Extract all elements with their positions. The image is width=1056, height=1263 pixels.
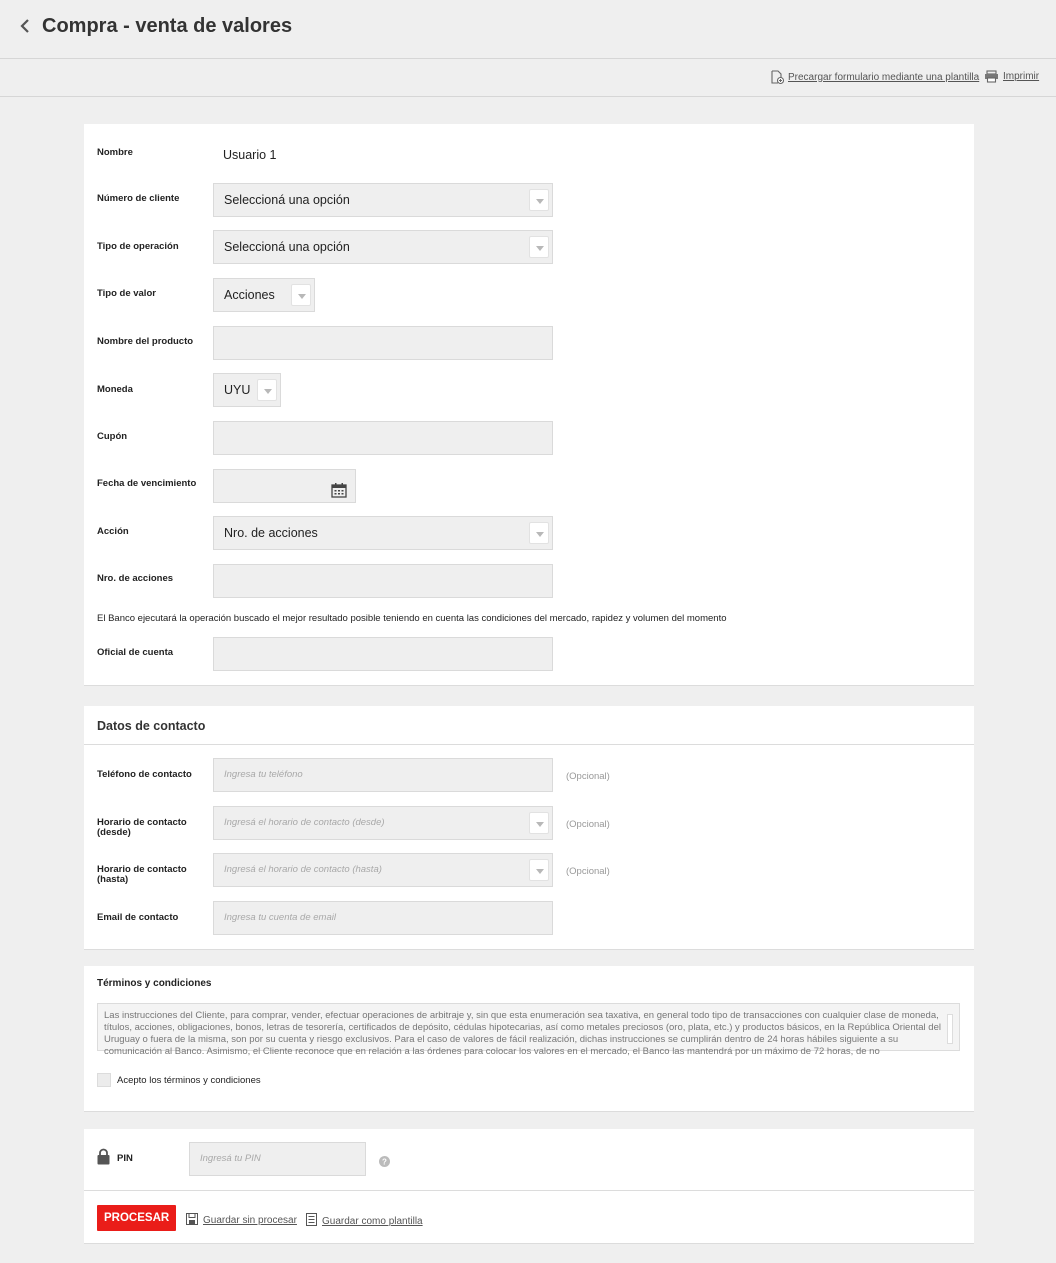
pin-actions-card	[84, 1129, 974, 1244]
divider	[84, 1190, 974, 1191]
chevron-down-icon	[529, 859, 549, 881]
accion-value: Nro. de acciones	[224, 526, 318, 540]
template-document-icon	[306, 1213, 317, 1229]
chevron-down-icon	[529, 812, 549, 834]
document-add-icon	[770, 70, 784, 84]
contact-card	[84, 706, 974, 950]
oficial-cuenta-input[interactable]	[213, 637, 553, 671]
preload-template-label: Precargar formulario mediante una plantilla	[788, 71, 980, 83]
telefono-label: Teléfono de contacto	[97, 769, 192, 780]
moneda-select[interactable]	[213, 373, 281, 407]
horario-hasta-optional: (Opcional)	[566, 866, 610, 877]
horario-desde-label	[97, 818, 187, 838]
back-chevron-icon[interactable]	[18, 14, 36, 38]
pin-label: PIN	[117, 1153, 133, 1164]
fecha-vencimiento-input[interactable]	[213, 469, 356, 503]
numero-cliente-label: Número de cliente	[97, 193, 180, 204]
nombre-value: Usuario 1	[223, 148, 277, 162]
scrollbar-thumb[interactable]	[947, 1014, 953, 1044]
guardar-como-plantilla-link[interactable]	[306, 1213, 423, 1229]
email-input[interactable]: Ingresa tu cuenta de email	[213, 901, 553, 935]
telefono-input[interactable]: Ingresa tu teléfono	[213, 758, 553, 792]
divider	[84, 744, 974, 745]
chevron-down-icon	[529, 522, 549, 544]
numero-cliente-select[interactable]	[213, 183, 553, 217]
lock-icon	[97, 1148, 110, 1170]
horario-desde-optional: (Opcional)	[566, 819, 610, 830]
print-label: Imprimir	[1003, 71, 1040, 82]
terms-text-box[interactable]	[97, 1003, 960, 1057]
tipo-valor-select[interactable]	[213, 278, 315, 312]
horario-desde-label-line2: (desde)	[97, 827, 131, 838]
cupon-label: Cupón	[97, 431, 128, 442]
preload-template-link[interactable]	[770, 70, 979, 84]
chevron-down-icon	[291, 284, 311, 306]
nombre-label: Nombre	[97, 147, 133, 158]
pin-input[interactable]: Ingresá tu PIN	[189, 1142, 366, 1176]
page-title: Compra - venta de valores	[42, 15, 293, 37]
chevron-down-icon	[529, 189, 549, 211]
printer-icon	[984, 70, 999, 83]
accion-select[interactable]	[213, 516, 553, 550]
svg-text:?: ?	[382, 1157, 387, 1167]
cupon-input[interactable]	[213, 421, 553, 455]
tipo-valor-value: Acciones	[224, 288, 275, 302]
page-header	[0, 0, 1056, 59]
toolbar	[0, 60, 1056, 97]
tipo-operacion-value: Seleccioná una opción	[224, 240, 350, 254]
horario-desde-select[interactable]	[213, 806, 553, 840]
execution-notice: El Banco ejecutará la operación buscado el mejor resultado posible teniendo en cuenta las condiciones del mercado, rapidez y volumen del momento	[97, 613, 727, 624]
calendar-icon[interactable]	[331, 478, 347, 510]
chevron-down-icon	[257, 379, 277, 401]
oficial-cuenta-label: Oficial de cuenta	[97, 647, 174, 658]
horario-hasta-label	[97, 865, 187, 885]
save-icon	[186, 1213, 198, 1228]
accept-terms-checkbox[interactable]	[97, 1073, 111, 1087]
horario-hasta-placeholder: Ingresá el horario de contacto (hasta)	[224, 864, 382, 875]
nro-acciones-label: Nro. de acciones	[97, 573, 174, 584]
nombre-producto-input[interactable]	[213, 326, 553, 360]
contact-section-title: Datos de contacto	[97, 719, 206, 733]
email-label: Email de contacto	[97, 912, 179, 923]
tipo-operacion-select[interactable]	[213, 230, 553, 264]
tipo-operacion-label: Tipo de operación	[97, 241, 179, 252]
chevron-down-icon	[529, 236, 549, 258]
horario-desde-placeholder: Ingresá el horario de contacto (desde)	[224, 817, 385, 828]
horario-desde-label-line1: Horario de contacto	[97, 817, 187, 828]
horario-hasta-label-line2: (hasta)	[97, 874, 129, 885]
help-icon[interactable]	[379, 1154, 390, 1172]
horario-hasta-label-line1: Horario de contacto	[97, 864, 187, 875]
moneda-value: UYU	[224, 383, 251, 397]
nombre-producto-label: Nombre del producto	[97, 336, 194, 347]
guardar-como-plantilla-label: Guardar como plantilla	[322, 1215, 423, 1227]
telefono-optional: (Opcional)	[566, 771, 610, 782]
operation-form-card	[84, 124, 974, 686]
nro-acciones-input[interactable]	[213, 564, 553, 598]
guardar-sin-procesar-link[interactable]	[186, 1213, 297, 1228]
guardar-sin-procesar-label: Guardar sin procesar	[203, 1215, 297, 1226]
moneda-label: Moneda	[97, 384, 133, 395]
tipo-valor-label: Tipo de valor	[97, 288, 156, 299]
numero-cliente-value: Seleccioná una opción	[224, 193, 350, 207]
terms-text: Las instrucciones del Cliente, para comprar, vender, efectuar operaciones de arbitraje y, sin que esta enumeración sea taxativa, en general todo tipo de transacciones con cualquier clase de moneda, títulos, acciones, obligaciones, bonos, letras de tesorería, certificados de depósito, cédulas hipotecarias, así como metales preciosos (oro, plata, etc.) y productos básicos, en la República Oriental del Uruguay o fuera de la misma, son por su cuenta y riesgo exclusivos. Para el caso de valores de fácil realización, dichas instrucciones se cumplirán dentro de 24 horas hábiles siguiente a su comunicación al Banco. Asimismo, el Cliente reconoce que en relación a las órdenes para colocar los valores en el mercado, el Banco las mantendrá por un máximo de 72 horas, de no	[104, 1010, 941, 1057]
procesar-button[interactable]: PROCESAR	[97, 1205, 176, 1231]
print-link[interactable]	[984, 70, 1039, 83]
fecha-vencimiento-label: Fecha de vencimiento	[97, 478, 197, 489]
horario-hasta-select[interactable]	[213, 853, 553, 887]
accion-label: Acción	[97, 526, 129, 537]
accept-terms-label: Acepto los términos y condiciones	[117, 1075, 261, 1086]
terms-card	[84, 966, 974, 1112]
terms-title: Términos y condiciones	[97, 978, 212, 989]
